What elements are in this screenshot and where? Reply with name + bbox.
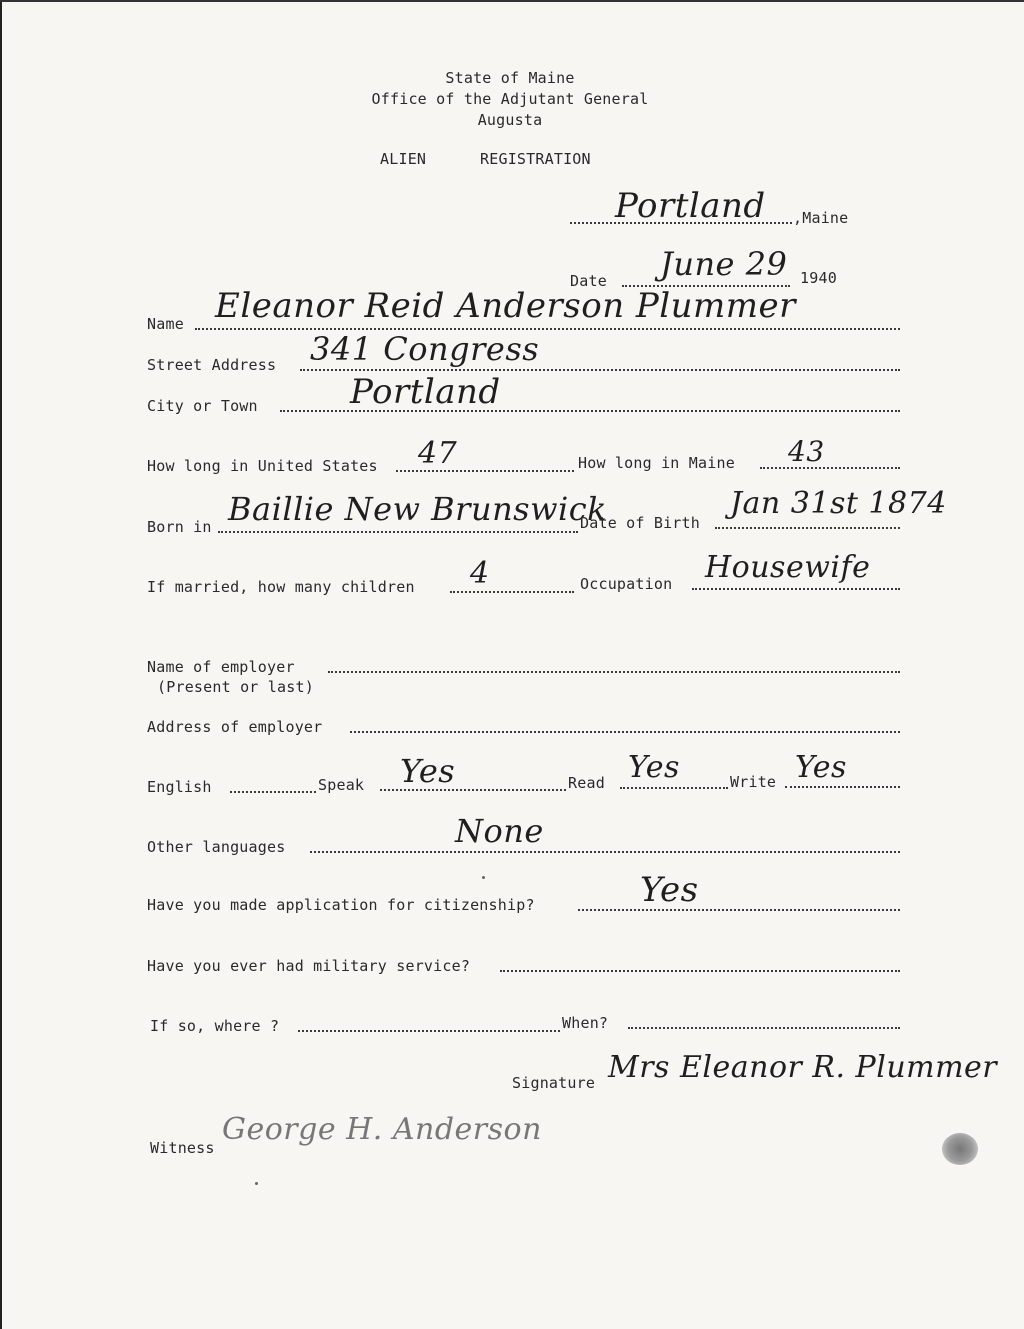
other-languages-label: Other languages [147,838,286,856]
form-title-alien: ALIEN [380,150,427,168]
header-city: Augusta [477,111,543,129]
place-suffix: ,Maine [793,209,849,227]
us-time-label: How long in United States [147,457,378,475]
name-handwriting: Eleanor Reid Anderson Plummer [215,286,796,326]
english-dots [230,791,316,793]
where-dots [298,1030,560,1032]
date-year: 1940 [800,269,837,287]
scan-edge-top [0,0,1024,2]
occupation-handwriting: Housewife [705,550,871,585]
street-dots [300,369,900,371]
header-office: Office of the Adjutant General [371,90,649,108]
date-handwriting: June 29 [660,245,788,283]
write-handwriting: Yes [795,750,847,785]
city-label: City or Town [147,397,258,415]
where-label: If so, where ? [150,1017,280,1035]
citizenship-handwriting: Yes [640,870,699,910]
read-handwriting: Yes [628,750,680,785]
maine-time-handwriting: 43 [788,435,825,468]
born-dots [218,531,578,533]
dob-handwriting: Jan 31st 1874 [730,486,947,521]
occupation-dots [692,588,900,590]
write-dots [785,786,900,788]
speak-handwriting: Yes [400,752,456,790]
maine-time-label: How long in Maine [578,454,735,472]
ink-speck [255,1182,258,1185]
signature-label: Signature [512,1074,596,1092]
children-handwriting: 4 [470,556,490,591]
children-label: If married, how many children [147,578,415,596]
name-label: Name [147,315,184,333]
write-label: Write [730,773,777,791]
ink-speck [482,876,485,879]
occupation-label: Occupation [580,575,673,593]
military-label: Have you ever had military service? [147,957,471,975]
street-handwriting: 341 Congress [310,330,540,368]
citizenship-dots [578,909,900,911]
maine-time-dots [760,467,900,469]
form-title-registration: REGISTRATION [480,150,591,168]
dob-dots [715,527,900,529]
employer-sublabel: (Present or last) [157,678,314,696]
children-dots [450,591,574,593]
read-label: Read [568,774,605,792]
signature-handwriting: Mrs Eleanor R. Plummer [608,1050,998,1085]
when-label: When? [562,1014,609,1032]
military-dots [500,970,900,972]
born-label: Born in [147,518,212,536]
employer-address-label: Address of employer [147,718,323,736]
employer-address-dots [350,731,900,733]
us-time-handwriting: 47 [418,436,458,471]
date-label: Date [570,272,607,290]
city-handwriting: Portland [350,372,501,412]
street-label: Street Address [147,356,277,374]
name-dots [195,328,900,330]
born-handwriting: Baillie New Brunswick [228,490,608,528]
read-dots [620,787,728,789]
header-state: State of Maine [445,69,575,87]
speak-label: Speak [318,776,365,794]
other-languages-handwriting: None [455,812,544,850]
scan-edge-left [0,0,2,1329]
english-label: English [147,778,212,796]
other-languages-dots [310,851,900,853]
dob-label: Date of Birth [580,514,700,532]
witness-handwriting: George H. Anderson [222,1112,542,1147]
place-handwriting: Portland [615,186,766,226]
when-dots [628,1027,900,1029]
citizenship-label: Have you made application for citizenship? [147,896,535,914]
ink-stain [942,1133,978,1165]
witness-label: Witness [150,1139,215,1157]
employer-label: Name of employer [147,658,295,676]
employer-dots [328,671,900,673]
